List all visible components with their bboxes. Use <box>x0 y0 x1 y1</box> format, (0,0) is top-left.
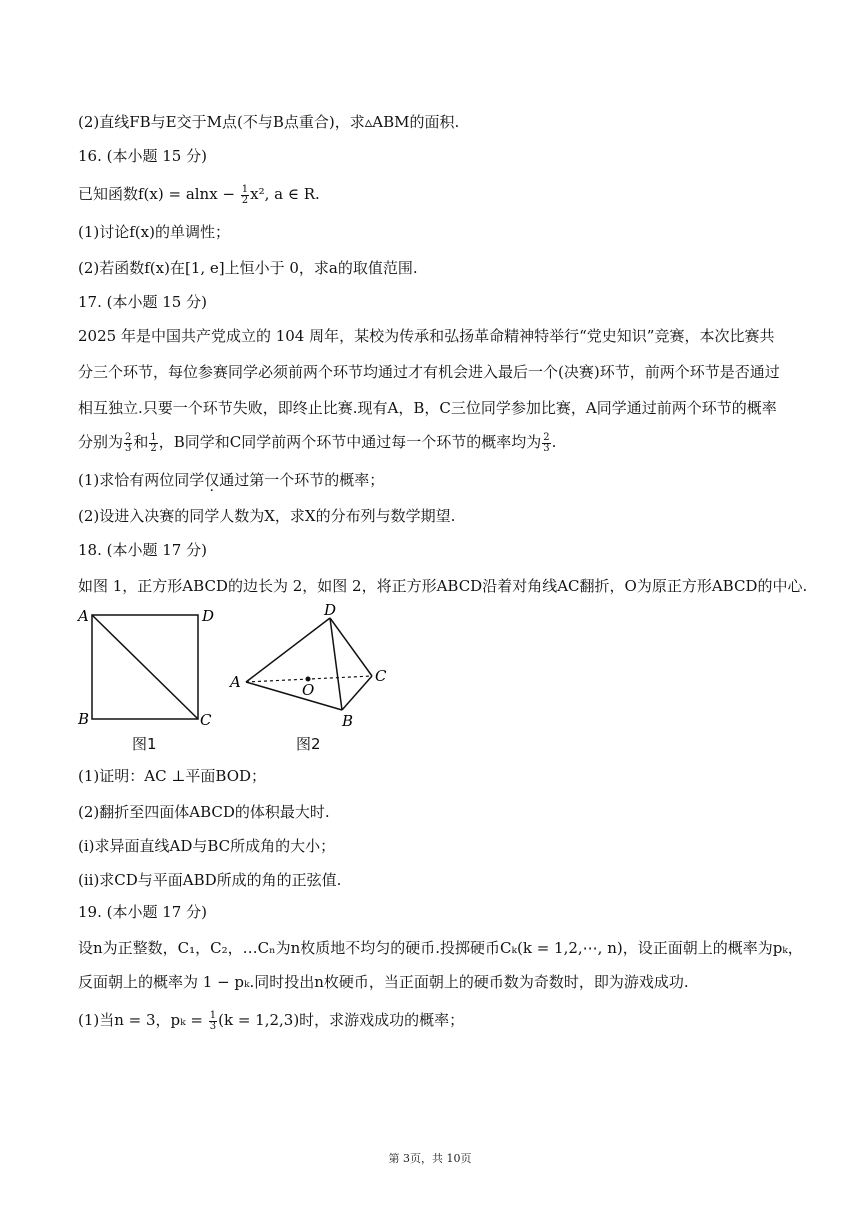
fraction-denominator: 3 <box>543 442 550 454</box>
q19-heading: 19. (本小题 17 分) <box>78 903 207 921</box>
q17-fraction-3 <box>542 433 550 454</box>
q17-paragraph-line4 <box>78 432 556 454</box>
q17-paragraph-line3: 相互独立.只要一个环节失败，即终止比赛.现有A，B，C三位同学参加比赛，A同学通过前两个环节的概率 <box>78 399 777 417</box>
page-footer: 第 3页，共 10页 <box>388 1152 472 1165</box>
fraction-numerator: 1 <box>241 183 249 195</box>
q18-part1: (1)证明：AC ⊥平面BOD； <box>78 767 267 785</box>
q19-part1-text-a: (1)当n = 3，pₖ = <box>78 1011 208 1029</box>
q19-fraction <box>209 1011 217 1032</box>
q18-part2: (2)翻折至四面体ABCD的体积最大时. <box>78 803 330 821</box>
q17-text-b: 和 <box>133 433 149 451</box>
fraction-denominator: 3 <box>125 442 132 454</box>
q17-part2: (2)设进入决赛的同学人数为X，求X的分布列与数学期望. <box>78 507 456 525</box>
label-b: B <box>342 712 354 730</box>
figure-1-caption: 图1 <box>132 735 157 753</box>
edge-ab <box>246 682 342 710</box>
fraction-numerator: 2 <box>125 431 132 443</box>
q17-text-a: 分别为 <box>78 433 124 451</box>
q17-paragraph-line1: 2025 年是中国共产党成立的 104 周年，某校为传承和弘扬革命精神特举行“党史知识”竞赛，本次比赛共 <box>78 327 775 345</box>
label-b: B <box>78 710 90 728</box>
q16-given-fraction <box>241 185 249 206</box>
fraction-denominator: 3 <box>209 1020 217 1032</box>
label-a: A <box>230 673 241 691</box>
q17-paragraph-line2: 分三个环节，每位参赛同学必须前两个环节均通过才有机会进入最后一个(决赛)环节，前两个环节是否通过 <box>78 363 780 381</box>
q18-heading: 18. (本小题 17 分) <box>78 541 207 559</box>
label-c: C <box>200 711 212 729</box>
q17-heading: 17. (本小题 15 分) <box>78 293 207 311</box>
diagonal-ac <box>92 615 198 719</box>
label-d: D <box>202 607 215 625</box>
q16-part1: (1)讨论f(x)的单调性； <box>78 223 230 241</box>
emphasis-char: 仅 <box>204 471 220 489</box>
q19-part1-text-b: (k = 1,2,3)时，求游戏成功的概率； <box>218 1011 465 1029</box>
q16-given <box>78 184 320 206</box>
q19-paragraph-line1: 设n为正整数，C₁，C₂，…Cₙ为n枚质地不均匀的硬币.投掷硬币Cₖ(k = 1,2,⋯, n)，设正面朝上的概率为pₖ， <box>78 939 803 957</box>
q16-part2: (2)若函数f(x)在[1, e]上恒小于 0，求a的取值范围. <box>78 259 418 277</box>
label-o: O <box>302 681 315 699</box>
q17-text-c: ，B同学和C同学前两个环节中通过每一个环节的概率均为 <box>158 433 542 451</box>
label-a: A <box>78 607 89 625</box>
q16-heading: 16. (本小题 15 分) <box>78 147 207 165</box>
edge-bc <box>342 676 372 710</box>
q16-given-text-a: 已知函数f(x) = alnx − <box>78 185 240 203</box>
figure-2-tetrahedron <box>228 598 398 734</box>
q18-part2-ii: (ii)求CD与平面ABD所成的角的正弦值. <box>78 871 342 889</box>
fraction-numerator: 1 <box>209 1009 217 1021</box>
q17-text-d: . <box>551 433 557 451</box>
q17-part1-text-b: 通过第一个环节的概率； <box>219 471 385 489</box>
q16-given-text-b: x², a ∈ R. <box>250 185 320 203</box>
q17-part1 <box>78 470 384 490</box>
q17-fraction-1 <box>124 433 132 454</box>
q17-fraction-2 <box>149 433 157 454</box>
label-d: D <box>324 601 337 619</box>
q19-part1 <box>78 1010 464 1032</box>
fraction-numerator: 2 <box>543 431 550 443</box>
edge-ad <box>246 618 330 682</box>
label-c: C <box>375 667 387 685</box>
q18-paragraph: 如图 1，正方形ABCD的边长为 2，如图 2，将正方形ABCD沿着对角线AC翻折，O为原正方形ABCD的中心. <box>78 577 808 595</box>
q17-part1-text-a: (1)求恰有两位同学 <box>78 471 205 489</box>
fraction-denominator: 2 <box>150 442 157 454</box>
figure-2-caption: 图2 <box>296 735 321 753</box>
fraction-numerator: 1 <box>150 431 157 443</box>
q18-part2-i: (i)求异面直线AD与BC所成角的大小； <box>78 837 336 855</box>
q15-part2: (2)直线FB与E交于M点(不与B点重合)，求▵ABM的面积. <box>78 113 460 131</box>
q19-paragraph-line2: 反面朝上的概率为 1 − pₖ.同时投出n枚硬币，当正面朝上的硬币数为奇数时，即为游戏成功. <box>78 973 689 991</box>
fraction-denominator: 2 <box>241 194 249 206</box>
figure-1-square <box>76 602 226 732</box>
